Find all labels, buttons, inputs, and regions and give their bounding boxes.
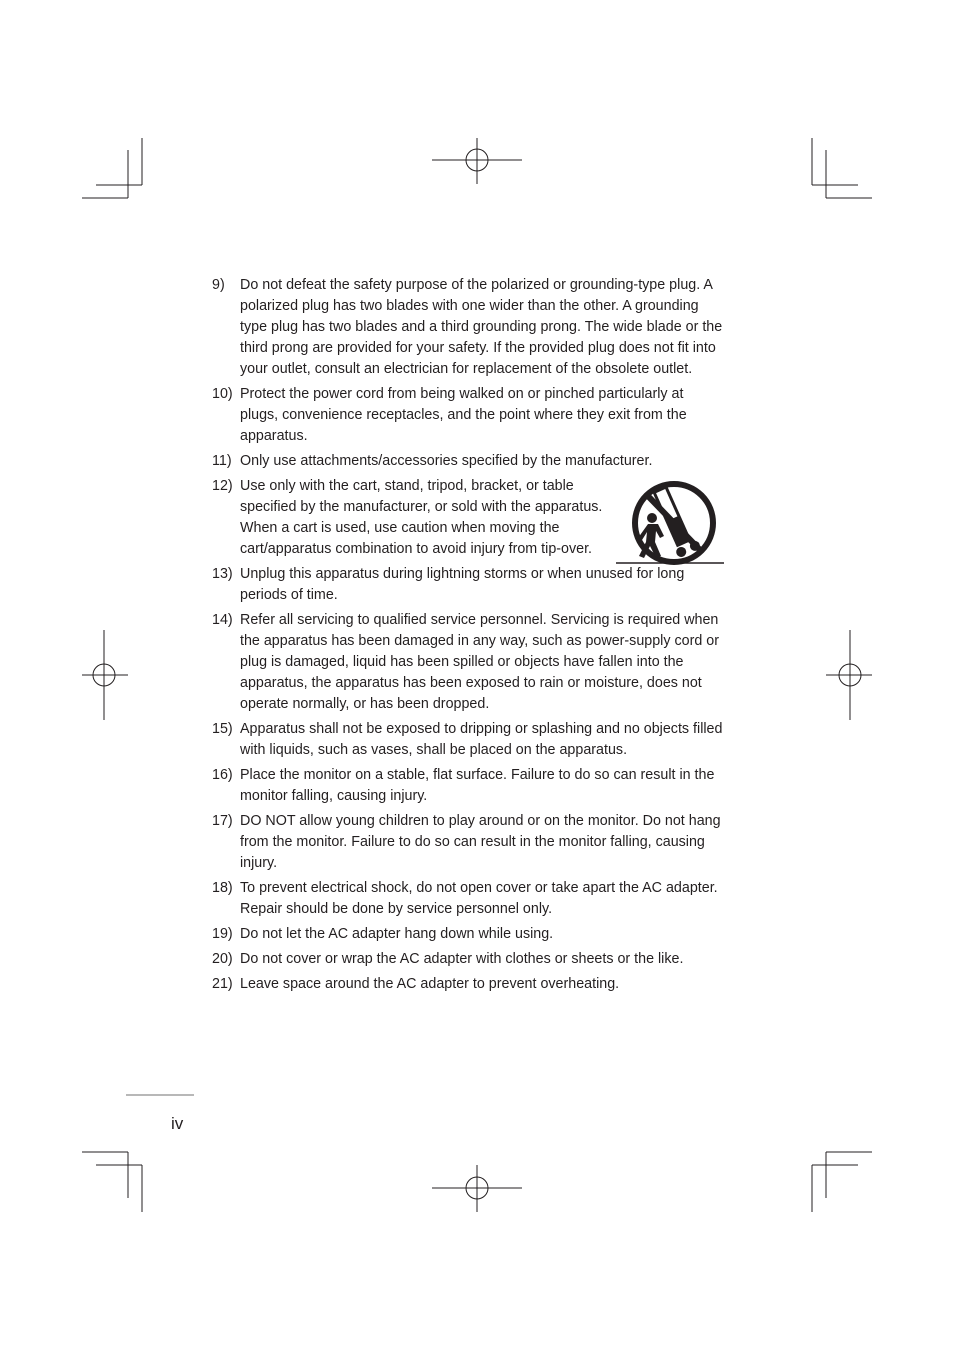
page-number-rule bbox=[126, 1094, 194, 1096]
crop-mark-top-left bbox=[82, 138, 142, 198]
item-text: Leave space around the AC adapter to prevent overheating. bbox=[240, 976, 620, 992]
item-text: Do not defeat the safety purpose of the polarized or grounding-type plug. A polarized plug has two blades with one wider than the other. A grounding type plug has two blades and a third grounding prong. The wide blade or the third prong are provided for your safety. If the provided plug does not fit into your outlet, consult an electrician for replacement of the obsolete outlet. bbox=[240, 277, 723, 377]
page-number: iv bbox=[171, 1114, 184, 1133]
crop-mark-top-right bbox=[812, 138, 872, 198]
item-number: 12) bbox=[212, 478, 233, 494]
item-number: 11) bbox=[212, 453, 232, 469]
crop-mark-bottom-left bbox=[82, 1152, 142, 1212]
item-number: 17) bbox=[212, 813, 233, 829]
list-item bbox=[212, 719, 724, 761]
item-text: Only use attachments/accessories specified by the manufacturer. bbox=[240, 453, 653, 469]
registration-mark-left bbox=[82, 630, 128, 720]
item-text: Apparatus shall not be exposed to dripping or splashing and no objects filled with liquids, such as vases, shall be placed on the apparatus. bbox=[240, 721, 723, 758]
item-number: 18) bbox=[212, 880, 233, 896]
item-number: 10) bbox=[212, 386, 233, 402]
list-item bbox=[212, 384, 724, 447]
list-item bbox=[212, 451, 724, 472]
list-item bbox=[212, 949, 724, 970]
list-item bbox=[212, 924, 724, 945]
item-number: 13) bbox=[212, 566, 233, 582]
list-item bbox=[212, 476, 724, 560]
item-number: 19) bbox=[212, 926, 233, 942]
item-text: Use only with the cart, stand, tripod, bracket, or table specified by the manufacturer, or sold with the apparatus. When a cart is used, use caution when moving the cart/apparatus combination to avoid injury from tip-over. bbox=[240, 478, 603, 557]
item-number: 9) bbox=[212, 277, 225, 293]
cart-tip-over-warning-icon bbox=[614, 478, 724, 568]
list-item bbox=[212, 610, 724, 715]
list-item bbox=[212, 765, 724, 807]
registration-mark-right bbox=[826, 630, 872, 720]
list-item bbox=[212, 878, 724, 920]
item-number: 16) bbox=[212, 767, 233, 783]
safety-instructions-list bbox=[212, 275, 724, 999]
item-text: To prevent electrical shock, do not open cover or take apart the AC adapter. Repair should be done by service personnel only. bbox=[240, 880, 718, 917]
list-item bbox=[212, 811, 724, 874]
item-text: Refer all servicing to qualified service personnel. Servicing is required when the apparatus has been damaged in any way, such as power-supply cord or plug is damaged, liquid has been spilled or objects have fallen into the apparatus, the apparatus has been exposed to rain or moisture, does not operate normally, or has been dropped. bbox=[240, 612, 719, 712]
item-number: 20) bbox=[212, 951, 233, 967]
item-text: Do not let the AC adapter hang down while using. bbox=[240, 926, 554, 942]
item-text: Protect the power cord from being walked on or pinched particularly at plugs, convenience receptacles, and the point where they exit from the apparatus. bbox=[240, 386, 687, 444]
item-number: 15) bbox=[212, 721, 233, 737]
item-number: 21) bbox=[212, 976, 233, 992]
list-item bbox=[212, 974, 724, 995]
item-number: 14) bbox=[212, 612, 233, 628]
list-item bbox=[212, 275, 724, 380]
registration-mark-bottom bbox=[432, 1165, 522, 1212]
item-text: Place the monitor on a stable, flat surface. Failure to do so can result in the monitor falling, causing injury. bbox=[240, 767, 715, 804]
item-text: DO NOT allow young children to play around or on the monitor. Do not hang from the monitor. Failure to do so can result in the monitor falling, causing injury. bbox=[240, 813, 721, 871]
list-item bbox=[212, 564, 724, 606]
item-text: Unplug this apparatus during lightning storms or when unused for long periods of time. bbox=[240, 566, 685, 603]
crop-mark-bottom-right bbox=[812, 1152, 872, 1212]
item-text: Do not cover or wrap the AC adapter with clothes or sheets or the like. bbox=[240, 951, 684, 967]
registration-mark-top bbox=[432, 138, 522, 184]
